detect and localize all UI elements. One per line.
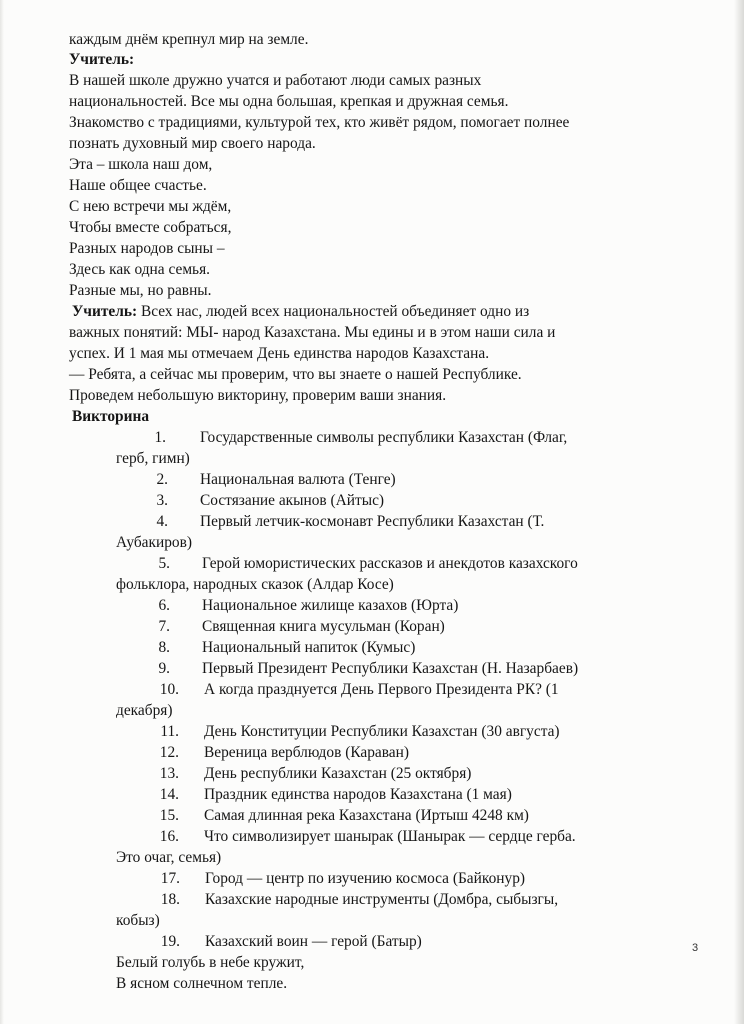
quiz-item-number: 3. [156,492,168,509]
quiz-item-text: Казахские народные инструменты (Домбра, сыбызгы, [205,891,559,908]
quiz-item-text: Первый Президент Республики Казахстан (Н. Назарбаев) [202,660,579,677]
quiz-item-text: Что символизирует шанырак (Шанырак — сердце герба. [204,828,576,845]
quiz-item-number: 1. [154,429,166,446]
poem-line: Наше общее счастье. [69,177,207,194]
text-line: Знакомство с традициями, культурой тех, кто живёт рядом, помогает полнее [69,114,570,131]
quiz-item-number: 19. [160,933,180,950]
quiz-item-text: Город — центр по изучению космоса (Байконур) [205,870,526,887]
poem-line: Чтобы вместе собраться, [69,219,232,236]
quiz-item-text: Первый летчик-космонавт Республики Казахстан (Т. [200,513,545,530]
page-edge-right [734,0,744,1024]
text-line: В нашей школе дружно учатся и работают люди самых разных [69,72,482,89]
quiz-item-number: 18. [160,891,180,908]
quiz-item-text: декабря) [116,702,173,719]
text-line: национальностей. Все мы одна большая, крепкая и дружная семья. [69,93,509,110]
text-line [72,302,529,322]
poem-line: Разные мы, но равны. [69,282,212,299]
quiz-item-number: 7. [158,618,170,635]
poem-line: Белый голубь в небе кружит, [116,954,305,971]
quiz-item-text: Это очаг, семья) [116,849,222,866]
quiz-item-text: Национальное жилище казахов (Юрта) [202,597,459,614]
page-edge-left [0,0,4,1024]
quiz-item-text: герб, гимн) [116,450,190,467]
text-line: Проведем небольшую викторину, проверим ваши знания. [69,387,447,404]
quiz-item-text: Состязание акынов (Айтыс) [200,492,385,509]
poem-line: Здесь как одна семья. [69,261,211,278]
speaker-label: Учитель: [69,51,135,68]
poem-line: Разных народов сыны – [69,240,225,257]
quiz-item-text: Праздник единства народов Казахстана (1 мая) [204,786,512,803]
quiz-item-number: 13. [159,765,179,782]
quiz-item-text: Национальный напиток (Кумыс) [202,639,416,656]
text-line: важных понятий: МЫ- народ Казахстана. Мы едины и в этом наши сила и [69,324,556,341]
quiz-item-number: 10. [159,681,179,698]
quiz-item-number: 16. [159,828,179,845]
quiz-item-number: 5. [158,555,170,572]
poem-line: В ясном солнечном тепле. [116,975,288,992]
page-number: 3 [692,942,699,954]
quiz-item-text: Национальная валюта (Тенге) [200,471,396,488]
quiz-item-text: Герой юмористических рассказов и анекдотов казахского [202,555,578,572]
quiz-item-text: День республики Казахстан (25 октября) [204,765,472,782]
quiz-heading: Викторина [72,408,150,425]
quiz-item-text: Казахский воин — герой (Батыр) [205,933,422,950]
quiz-item-number: 9. [158,660,170,677]
text-line: успех. И 1 мая мы отмечаем День единства народов Казахстана. [69,345,490,362]
quiz-item-number: 8. [158,639,170,656]
quiz-item-number: 14. [159,786,179,803]
quiz-item-text: фольклора, народных сказок (Алдар Косе) [116,576,394,593]
quiz-item-text: Священная книга мусульман (Коран) [202,618,445,635]
quiz-item-text: кобыз) [116,912,160,929]
speaker-label: Учитель: [72,303,138,320]
speaker-text: Всех нас, людей всех национальностей объединяет одно из [141,303,530,320]
poem-line: Эта – школа наш дом, [69,156,213,173]
quiz-item-number: 2. [156,471,168,488]
quiz-item-number: 6. [158,597,170,614]
quiz-item-number: 4. [156,513,168,530]
quiz-item-number: 17. [160,870,180,887]
quiz-item-number: 15. [159,807,179,824]
quiz-item-number: 11. [160,723,179,740]
poem-line: С нею встречи мы ждём, [69,198,232,215]
quiz-item-text: Государственные символы республики Казахстан (Флаг, [200,429,568,446]
quiz-item-number: 12. [159,744,179,761]
text-line: познать духовный мир своего народа. [69,135,316,152]
text-line: каждым днём крепнул мир на земле. [69,31,309,48]
quiz-item-text: Аубакиров) [116,534,192,551]
quiz-item-text: День Конституции Республики Казахстан (30 августа) [204,723,560,740]
quiz-item-text: А когда празднуется День Первого Президента РК? (1 [204,681,559,698]
quiz-item-text: Вереница верблюдов (Караван) [204,744,409,761]
text-line: — Ребята, а сейчас мы проверим, что вы знаете о нашей Республике. [69,366,522,383]
quiz-item-text: Самая длинная река Казахстана (Иртыш 4248 км) [204,807,529,824]
